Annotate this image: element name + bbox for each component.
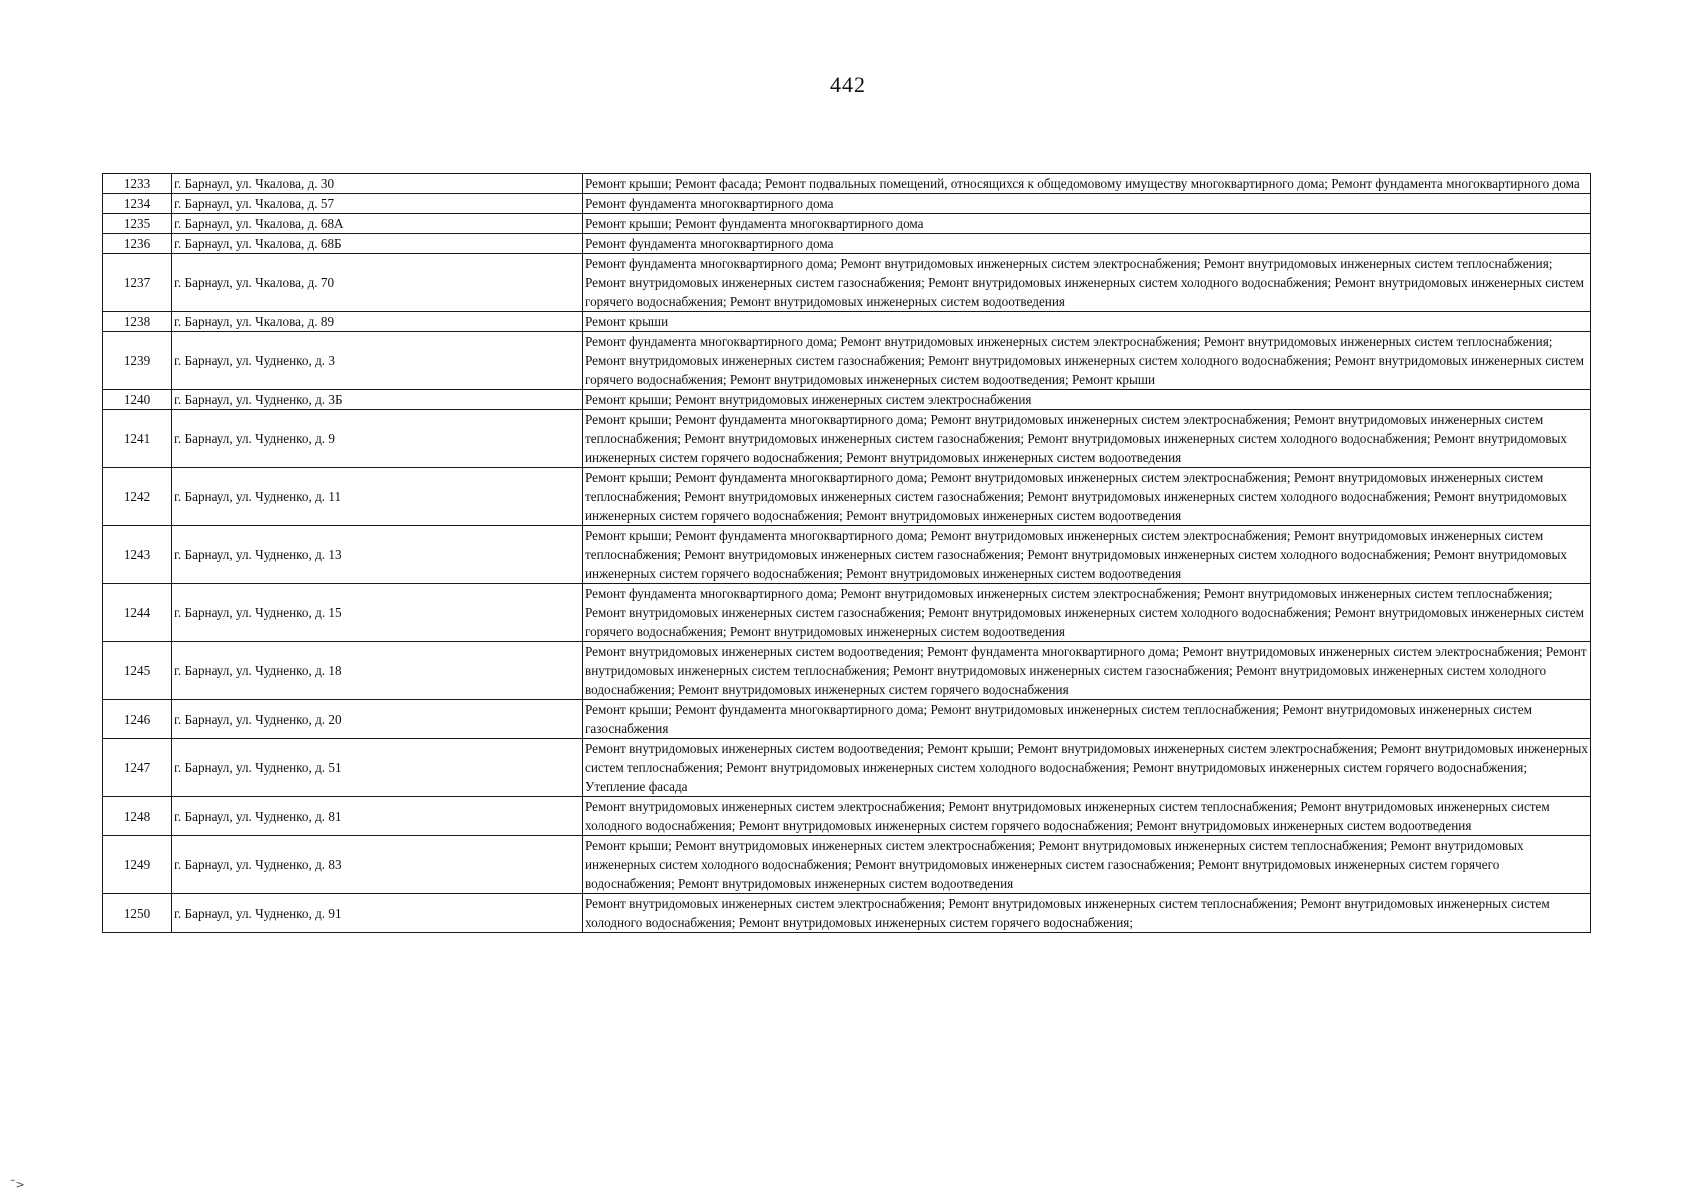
row-number-cell: 1248 (103, 797, 172, 836)
address-cell: г. Барнаул, ул. Чудненко, д. 83 (172, 836, 583, 894)
address-cell: г. Барнаул, ул. Чудненко, д. 51 (172, 739, 583, 797)
works-cell: Ремонт крыши; Ремонт фундамента многоквартирного дома; Ремонт внутридомовых инженерных систем электроснабжения; Ремонт внутридомовых инженерных систем теплоснабжения; Ремонт внутридомовых инженерных систем газоснабжения; Ремонт внутридомовых инженерных систем холодного водоснабжения; Ремонт внутридомовых инженерных систем горячего водоснабжения; Ремонт внутридомовых инженерных систем водоотведения (583, 410, 1591, 468)
works-cell: Ремонт внутридомовых инженерных систем водоотведения; Ремонт крыши; Ремонт внутридомовых инженерных систем электроснабжения; Ремонт внутридомовых инженерных систем теплоснабжения; Ремонт внутридомовых инженерных систем холодного водоснабжения; Ремонт внутридомовых инженерных систем горячего водоснабжения; Утепление фасада (583, 739, 1591, 797)
row-number-cell: 1243 (103, 526, 172, 584)
works-cell: Ремонт крыши; Ремонт фундамента многоквартирного дома; Ремонт внутридомовых инженерных систем теплоснабжения; Ремонт внутридомовых инженерных систем газоснабжения (583, 700, 1591, 739)
row-number-cell: 1245 (103, 642, 172, 700)
row-number-cell: 1249 (103, 836, 172, 894)
works-cell: Ремонт крыши; Ремонт внутридомовых инженерных систем электроснабжения; Ремонт внутридомовых инженерных систем теплоснабжения; Ремонт внутридомовых инженерных систем холодного водоснабжения; Ремонт внутридомовых инженерных систем газоснабжения; Ремонт внутридомовых инженерных систем горячего водоснабжения; Ремонт внутридомовых инженерных систем водоотведения (583, 836, 1591, 894)
address-cell: г. Барнаул, ул. Чудненко, д. 81 (172, 797, 583, 836)
works-cell: Ремонт фундамента многоквартирного дома (583, 194, 1591, 214)
table-row (103, 254, 1591, 312)
address-cell: г. Барнаул, ул. Чкалова, д. 68Б (172, 234, 583, 254)
address-cell: г. Барнаул, ул. Чудненко, д. 13 (172, 526, 583, 584)
address-cell: г. Барнаул, ул. Чудненко, д. 3 (172, 332, 583, 390)
table-row (103, 797, 1591, 836)
table-row (103, 332, 1591, 390)
address-cell: г. Барнаул, ул. Чкалова, д. 70 (172, 254, 583, 312)
row-number-cell: 1234 (103, 194, 172, 214)
row-number-cell: 1244 (103, 584, 172, 642)
row-number-cell: 1247 (103, 739, 172, 797)
row-number-cell: 1233 (103, 174, 172, 194)
address-cell: г. Барнаул, ул. Чудненко, д. 91 (172, 894, 583, 933)
row-number-cell: 1237 (103, 254, 172, 312)
works-cell: Ремонт фундамента многоквартирного дома; Ремонт внутридомовых инженерных систем электроснабжения; Ремонт внутридомовых инженерных систем теплоснабжения; Ремонт внутридомовых инженерных систем газоснабжения; Ремонт внутридомовых инженерных систем холодного водоснабжения; Ремонт внутридомовых инженерных систем горячего водоснабжения; Ремонт внутридомовых инженерных систем водоотведения; Ремонт крыши (583, 332, 1591, 390)
works-cell: Ремонт крыши; Ремонт внутридомовых инженерных систем электроснабжения (583, 390, 1591, 410)
row-number-cell: 1242 (103, 468, 172, 526)
address-cell: г. Барнаул, ул. Чкалова, д. 30 (172, 174, 583, 194)
row-number-cell: 1240 (103, 390, 172, 410)
address-cell: г. Барнаул, ул. Чудненко, д. 18 (172, 642, 583, 700)
works-cell: Ремонт крыши; Ремонт фасада; Ремонт подвальных помещений, относящихся к общедомовому имуществу многоквартирного дома; Ремонт фундамента многоквартирного дома (583, 174, 1591, 194)
table-row (103, 526, 1591, 584)
row-number-cell: 1236 (103, 234, 172, 254)
works-cell: Ремонт крыши (583, 312, 1591, 332)
table-row (103, 390, 1591, 410)
table-row (103, 894, 1591, 933)
row-number-cell: 1246 (103, 700, 172, 739)
table-row (103, 174, 1591, 194)
table-row (103, 214, 1591, 234)
address-cell: г. Барнаул, ул. Чудненко, д. 3Б (172, 390, 583, 410)
address-cell: г. Барнаул, ул. Чкалова, д. 68А (172, 214, 583, 234)
row-number-cell: 1239 (103, 332, 172, 390)
address-cell: г. Барнаул, ул. Чкалова, д. 89 (172, 312, 583, 332)
address-cell: г. Барнаул, ул. Чудненко, д. 20 (172, 700, 583, 739)
row-number-cell: 1241 (103, 410, 172, 468)
works-cell: Ремонт внутридомовых инженерных систем электроснабжения; Ремонт внутридомовых инженерных систем теплоснабжения; Ремонт внутридомовых инженерных систем холодного водоснабжения; Ремонт внутридомовых инженерных систем горячего водоснабжения; (583, 894, 1591, 933)
table-row (103, 836, 1591, 894)
address-cell: г. Барнаул, ул. Чудненко, д. 15 (172, 584, 583, 642)
row-number-cell: 1250 (103, 894, 172, 933)
table-row (103, 739, 1591, 797)
table-row (103, 584, 1591, 642)
scan-corner-mark: ˜> (10, 1178, 25, 1191)
table-row (103, 194, 1591, 214)
repair-registry-table (102, 173, 1591, 933)
works-cell: Ремонт фундамента многоквартирного дома; Ремонт внутридомовых инженерных систем электроснабжения; Ремонт внутридомовых инженерных систем теплоснабжения; Ремонт внутридомовых инженерных систем газоснабжения; Ремонт внутридомовых инженерных систем холодного водоснабжения; Ремонт внутридомовых инженерных систем горячего водоснабжения; Ремонт внутридомовых инженерных систем водоотведения (583, 584, 1591, 642)
works-cell: Ремонт крыши; Ремонт фундамента многоквартирного дома (583, 214, 1591, 234)
works-cell: Ремонт крыши; Ремонт фундамента многоквартирного дома; Ремонт внутридомовых инженерных систем электроснабжения; Ремонт внутридомовых инженерных систем теплоснабжения; Ремонт внутридомовых инженерных систем газоснабжения; Ремонт внутридомовых инженерных систем холодного водоснабжения; Ремонт внутридомовых инженерных систем горячего водоснабжения; Ремонт внутридомовых инженерных систем водоотведения (583, 468, 1591, 526)
works-cell: Ремонт внутридомовых инженерных систем водоотведения; Ремонт фундамента многоквартирного дома; Ремонт внутридомовых инженерных систем электроснабжения; Ремонт внутридомовых инженерных систем теплоснабжения; Ремонт внутридомовых инженерных систем газоснабжения; Ремонт внутридомовых инженерных систем холодного водоснабжения; Ремонт внутридомовых инженерных систем горячего водоснабжения (583, 642, 1591, 700)
table-row (103, 312, 1591, 332)
works-cell: Ремонт крыши; Ремонт фундамента многоквартирного дома; Ремонт внутридомовых инженерных систем электроснабжения; Ремонт внутридомовых инженерных систем теплоснабжения; Ремонт внутридомовых инженерных систем газоснабжения; Ремонт внутридомовых инженерных систем холодного водоснабжения; Ремонт внутридомовых инженерных систем горячего водоснабжения; Ремонт внутридомовых инженерных систем водоотведения (583, 526, 1591, 584)
address-cell: г. Барнаул, ул. Чудненко, д. 9 (172, 410, 583, 468)
table-row (103, 700, 1591, 739)
address-cell: г. Барнаул, ул. Чкалова, д. 57 (172, 194, 583, 214)
works-cell: Ремонт фундамента многоквартирного дома (583, 234, 1591, 254)
table-row (103, 410, 1591, 468)
works-cell: Ремонт внутридомовых инженерных систем электроснабжения; Ремонт внутридомовых инженерных систем теплоснабжения; Ремонт внутридомовых инженерных систем холодного водоснабжения; Ремонт внутридомовых инженерных систем горячего водоснабжения; Ремонт внутридомовых инженерных систем водоотведения (583, 797, 1591, 836)
row-number-cell: 1238 (103, 312, 172, 332)
table-row (103, 234, 1591, 254)
address-cell: г. Барнаул, ул. Чудненко, д. 11 (172, 468, 583, 526)
page-number: 442 (830, 72, 866, 97)
table-row (103, 642, 1591, 700)
table-row (103, 468, 1591, 526)
works-cell: Ремонт фундамента многоквартирного дома; Ремонт внутридомовых инженерных систем электроснабжения; Ремонт внутридомовых инженерных систем теплоснабжения; Ремонт внутридомовых инженерных систем газоснабжения; Ремонт внутридомовых инженерных систем холодного водоснабжения; Ремонт внутридомовых инженерных систем горячего водоснабжения; Ремонт внутридомовых инженерных систем водоотведения (583, 254, 1591, 312)
row-number-cell: 1235 (103, 214, 172, 234)
